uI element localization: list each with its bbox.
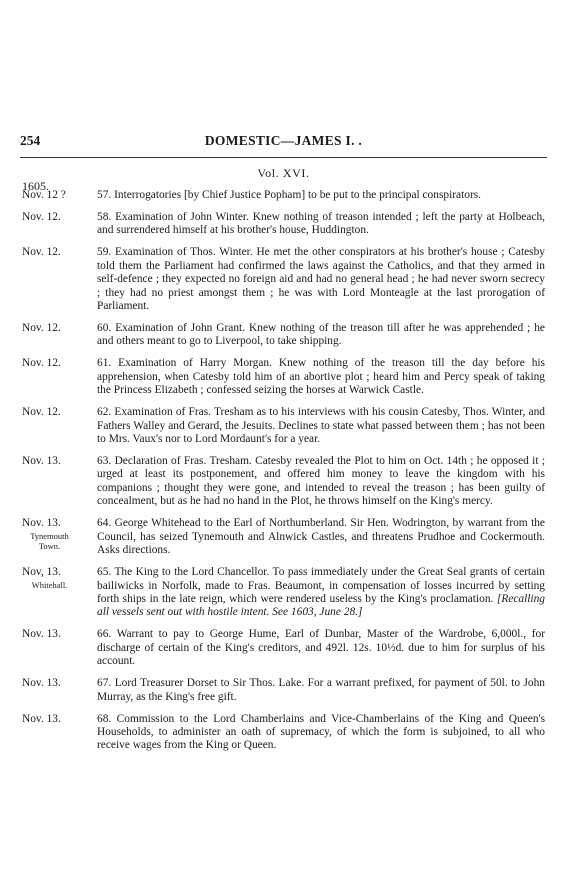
- calendar-entry: [22, 211, 545, 238]
- entry-text-col: [97, 406, 545, 446]
- entry-text: 62. Examination of Fras. Tresham as to his interviews with his cousin Catesby, Thos. Winter, and Fathers Walley and Gerard, the Jesuits. Declines to state what passed between them ; has not been to Mrs. Vaux's nor to Lord Mordaunt's for a year.: [97, 406, 545, 446]
- entry-date-col: [22, 246, 97, 313]
- calendar-entry: [22, 566, 545, 620]
- header-rule: [20, 157, 547, 158]
- entry-text: 57. Interrogatories [by Chief Justice Popham] to be put to the principal conspirators.: [97, 189, 482, 201]
- entry-place: Tynemouth Town.: [30, 530, 69, 551]
- calendar-entry: [22, 189, 545, 202]
- calendar-entries: [22, 189, 545, 761]
- entry-text-col: [97, 189, 545, 202]
- entry-date: Nov. 13.: [22, 517, 61, 530]
- entry-text-col: [97, 455, 545, 509]
- entry-editorial-note: [Recalling all vessels sent out with hostile intent. See 1603, June 28.]: [97, 592, 545, 619]
- entry-text: 63. Declaration of Fras. Tresham. Catesby revealed the Plot to him on Oct. 14th ; he opposed it ; urged at least its postponement, and offered him money to leave the kingdom with his companions ; thought they were gone, and intended to reveal the treason ; has been guilty of concealment, but as he had no hand in the Plot, he throws himself on the King's mercy.: [97, 455, 545, 508]
- entry-text: 60. Examination of John Grant. Knew nothing of the treason till after he was apprehended ; he and others meant to go to Liverpool, to take shipping.: [97, 322, 545, 348]
- entry-date-col: [22, 677, 97, 704]
- entry-date: Nov. 13.: [22, 712, 61, 725]
- entry-date: Nov. 12.: [22, 211, 61, 223]
- entry-date: Nov. 12.: [22, 357, 61, 370]
- year-label: 1605.: [22, 179, 49, 193]
- entry-text: 61. Examination of Harry Morgan. Knew nothing of the treason till the day before his apprehension, when Catesby told him of an abortive plot ; heard him and Percy speak of taking the Princess Elizabeth ; confessed seizing the horses at Warwick Castle.: [97, 357, 545, 397]
- entry-date-col: [22, 566, 97, 620]
- entry-date: Nov. 13.: [22, 677, 61, 690]
- entry-date: Nov. 12 ?: [22, 189, 66, 201]
- entry-text: 67. Lord Treasurer Dorset to Sir Thos. Lake. For a warrant prefixed, for payment of 50l. to John Murray, as the King's free gift.: [97, 677, 545, 703]
- calendar-entry: [22, 246, 545, 313]
- entry-text: 68. Commission to the Lord Chamberlains and Vice-Chamberlains of the King and Queen's Households, to administer an oath of supremacy, of which the form is subjoined, to all who receive wages from the King or Queen.: [97, 712, 545, 752]
- calendar-entry: [22, 517, 545, 557]
- entry-text-col: [97, 211, 545, 238]
- entry-text-col: [97, 566, 545, 620]
- calendar-entry: [22, 628, 545, 668]
- entry-date-col: [22, 211, 97, 238]
- calendar-entry: [22, 322, 545, 349]
- entry-text: 65. The King to the Lord Chancellor. To pass immediately under the Great Seal grants of certain bailiwicks in Norfolk, made to Fras. Beaumont, in compensation of losses incurred by setting forth ships in the late reign, which were rendered useless by the King's proclamation.: [97, 566, 545, 605]
- entry-text: 59. Examination of Thos. Winter. He met the other conspirators at his brother's house ; Catesby told them the Parliament had confirmed the laws against the Catholics, and that they armed in self-defence ; they expected no foreign aid and had no general head ; he had never sworn secrecy ; they had no priest amongst them ; he was with Lord Monteagle at the last prorogation of Parliament.: [97, 246, 545, 313]
- page-header: [20, 133, 547, 153]
- entry-date: Nov. 12.: [22, 322, 61, 335]
- entry-date: Nov. 13.: [22, 455, 61, 468]
- entry-date: Nov. 12.: [22, 246, 61, 259]
- calendar-entry: [22, 455, 545, 509]
- entry-date-col: [22, 628, 97, 668]
- entry-text: 66. Warrant to pay to George Hume, Earl of Dunbar, Master of the Wardrobe, 6,000l., for discharge of certain of the King's creditors, and 492l. 12s. 10½d. due to him for surplus of his account.: [97, 628, 545, 668]
- entry-text: 58. Examination of John Winter. Knew nothing of treason intended ; left the party at Holbeach, and surrendered himself at his brother's house, Huddington.: [97, 211, 545, 237]
- entry-date: Nov, 13.: [22, 566, 61, 579]
- entry-date-col: [22, 357, 97, 397]
- entry-text-col: [97, 628, 545, 668]
- entry-date-col: [22, 406, 97, 446]
- entry-text-col: [97, 677, 545, 704]
- entry-text-col: [97, 713, 545, 753]
- entry-place: Whitehall.: [31, 579, 68, 590]
- entry-date-col: [22, 517, 97, 557]
- entry-text-col: [97, 357, 545, 397]
- entry-text-col: [97, 517, 545, 557]
- page-number: 254: [20, 133, 41, 148]
- entry-date-col: [22, 322, 97, 349]
- entry-text: 64. George Whitehead to the Earl of Northumberland. Sir Hen. Wodrington, by warrant from the Council, has seized Tynemouth and Alnwick Castles, and threatens Prudhoe and Cockermouth. Asks directions.: [97, 517, 545, 557]
- entry-date: Nov. 13.: [22, 628, 61, 641]
- entry-text-col: [97, 246, 545, 313]
- calendar-entry: [22, 677, 545, 704]
- calendar-entry: [22, 713, 545, 753]
- volume-heading: Vol. XVI.: [257, 166, 310, 180]
- calendar-entry: [22, 406, 545, 446]
- entry-text-col: [97, 322, 545, 349]
- entry-date-col: [22, 455, 97, 509]
- calendar-entry: [22, 357, 545, 397]
- entry-date: Nov. 12.: [22, 406, 61, 419]
- entry-date-col: [22, 189, 97, 202]
- running-title: DOMESTIC—JAMES I. .: [204, 133, 363, 148]
- entry-date-col: [22, 713, 97, 753]
